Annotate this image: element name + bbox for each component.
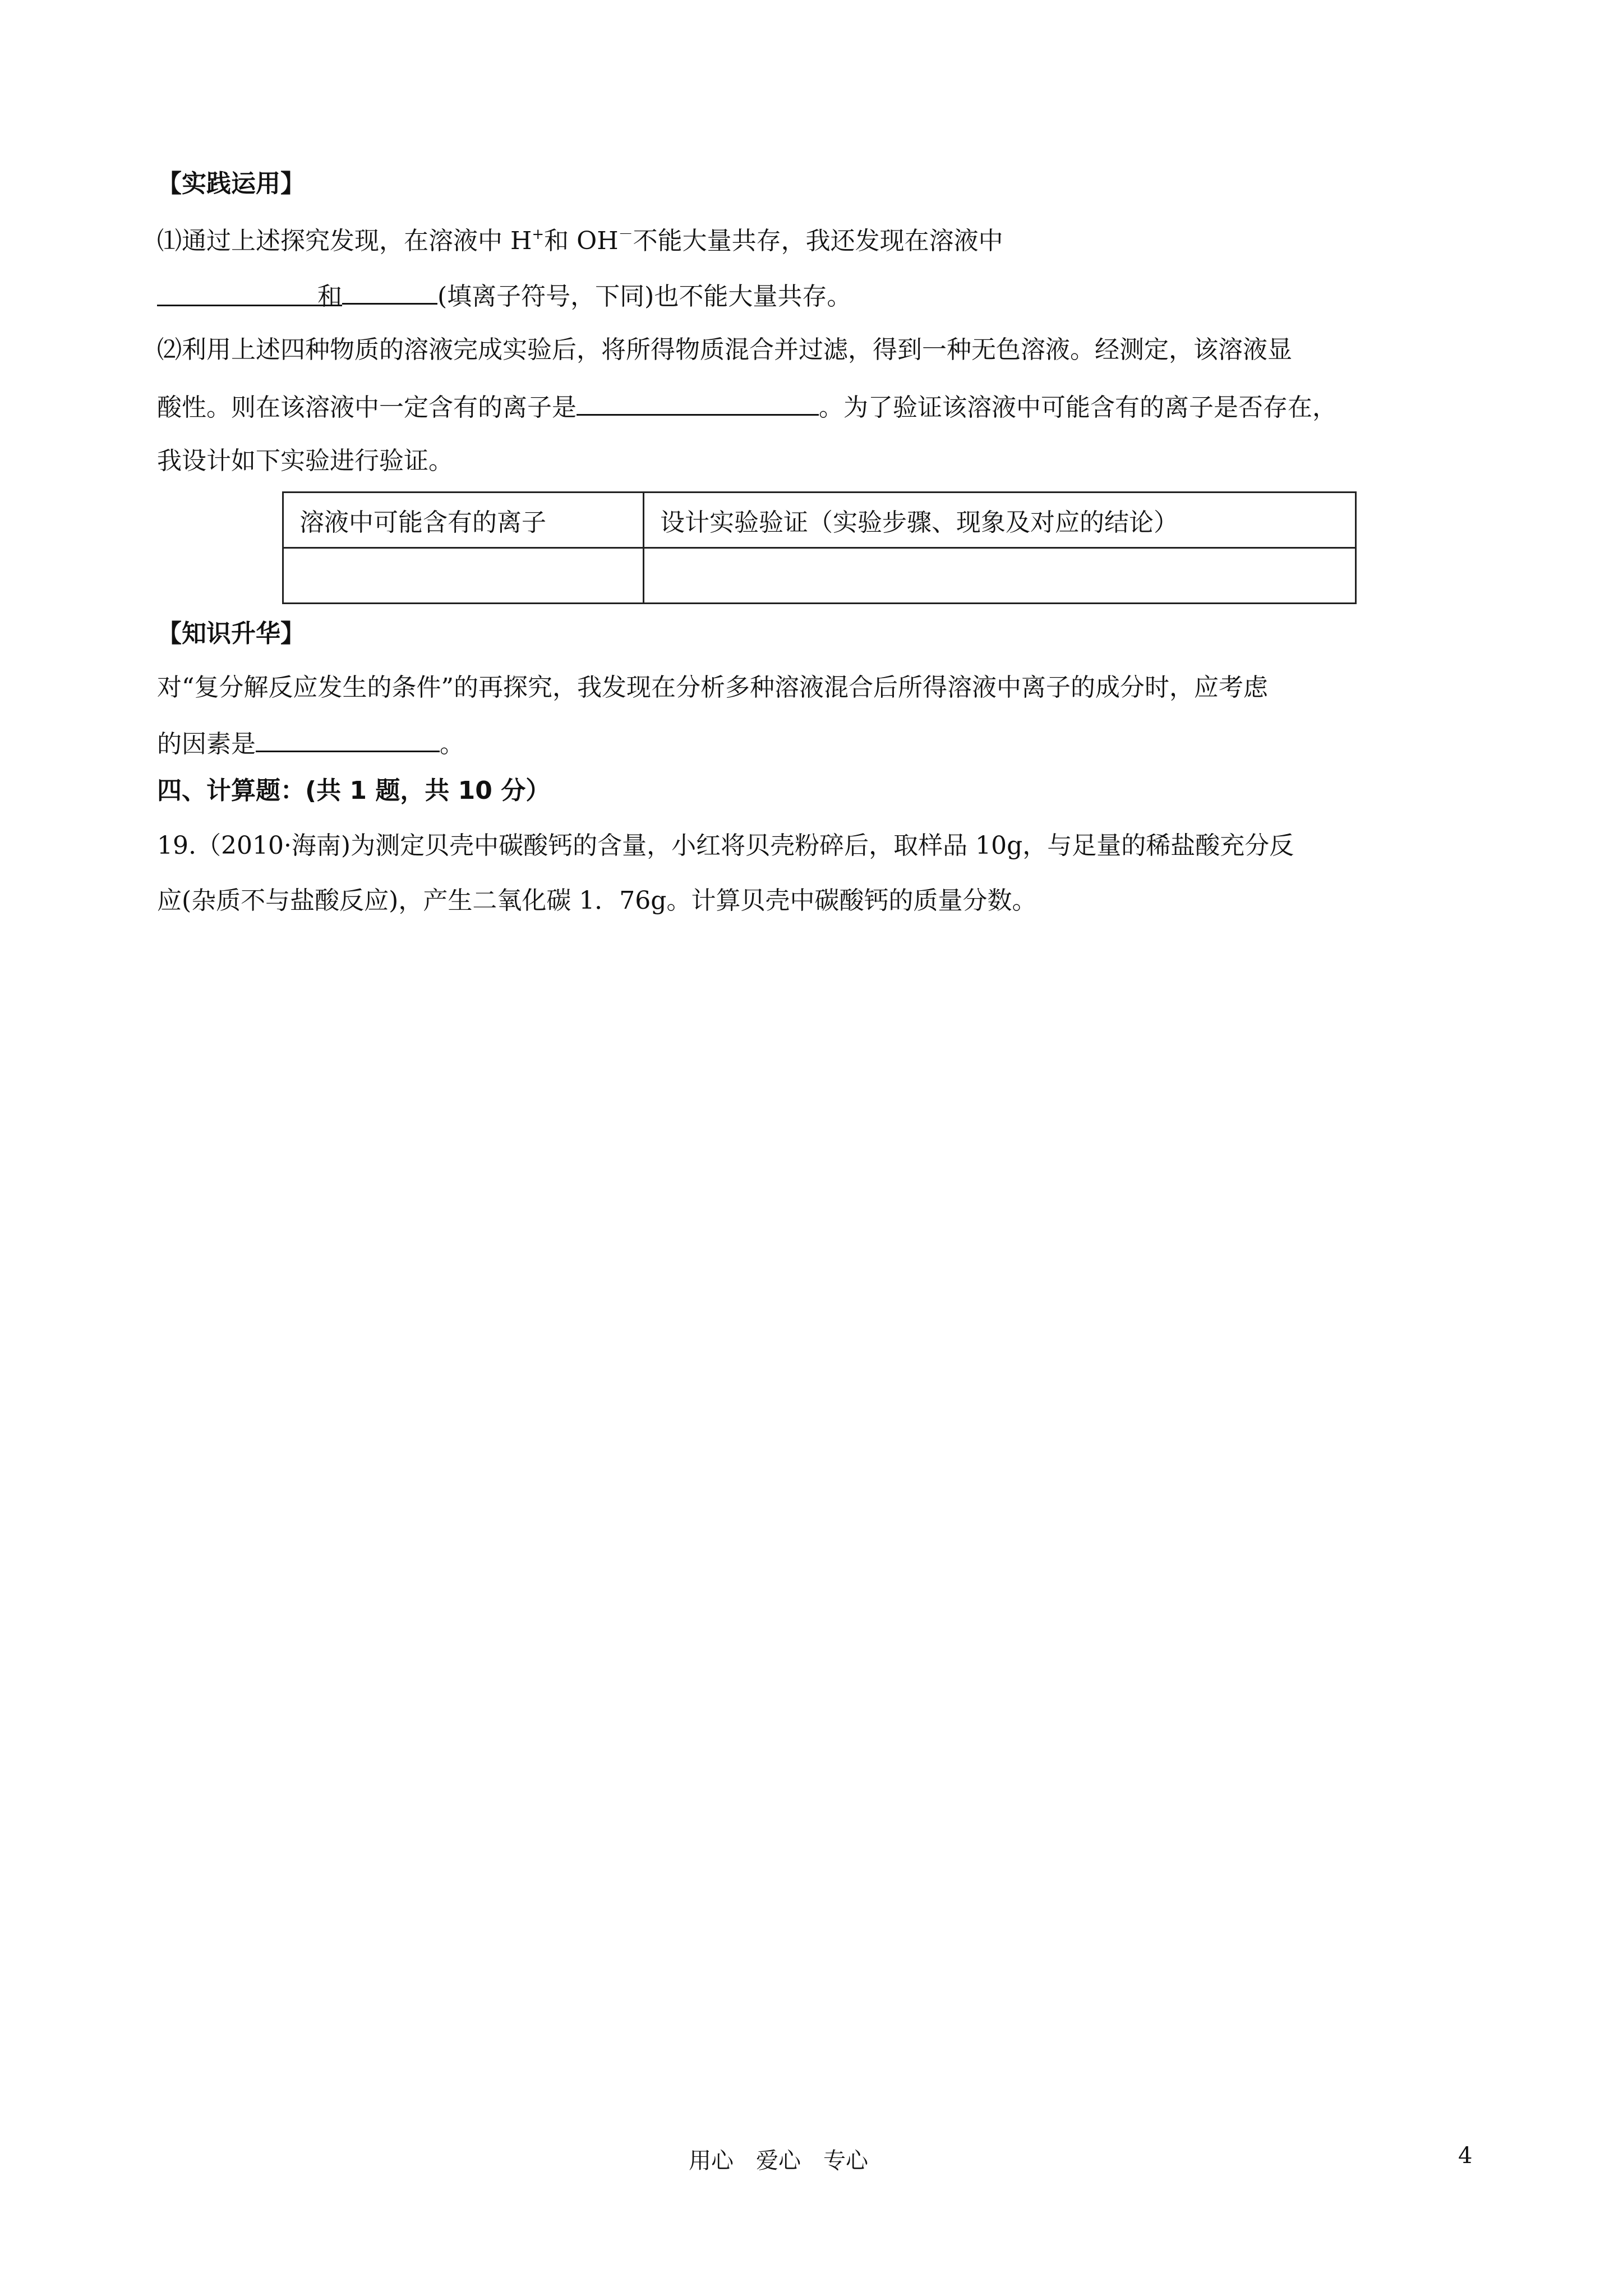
footer-motto: 用心 爱心 专心 xyxy=(689,2148,868,2174)
table-header-row xyxy=(283,493,1356,548)
section-heading-calculation: 四、计算题：(共 1 题，共 10 分） xyxy=(157,776,551,805)
question-1-line-1: ⑴通过上述探究发现，在溶液中 H+和 OH－不能大量共存，我还发现在溶液中 xyxy=(157,226,1003,255)
question-2-line-2: 酸性。则在该溶液中一定含有的离子是 。为了验证该溶液中可能含有的离子是否存在， xyxy=(157,389,1337,425)
knowledge-line-1: 对“复分解反应发生的条件”的再探究，我发现在分析多种溶液混合后所得溶液中离子的成分时，应考虑 xyxy=(157,673,1268,702)
knowledge-line-2: 的因素是 。 xyxy=(157,726,464,761)
answer-blank-ion-second xyxy=(342,278,437,305)
section-heading-knowledge: 【知识升华】 xyxy=(157,619,305,648)
answer-blank-ions-present[interactable] xyxy=(577,389,819,416)
answer-blank-ion-pair[interactable]: 和 xyxy=(157,280,342,306)
experiment-table xyxy=(282,491,1357,604)
answer-blank-factors[interactable] xyxy=(256,726,440,752)
page-number: 4 xyxy=(1458,2143,1473,2169)
table-header-experiment: 设计实验验证（实验步骤、现象及对应的结论） xyxy=(644,493,1356,548)
table-header-ions: 溶液中可能含有的离子 xyxy=(283,493,644,548)
section-heading-practice: 【实践运用】 xyxy=(157,169,305,198)
question-19-line-2: 应(杂质不与盐酸反应)，产生二氧化碳 1．76g。计算贝壳中碳酸钙的质量分数。 xyxy=(157,886,1037,915)
table-cell-ion-input[interactable] xyxy=(283,548,644,604)
question-19-line-1: 19.（2010·海南)为测定贝壳中碳酸钙的含量，小红将贝壳粉碎后，取样品 10g，与足量的稀盐酸充分反 xyxy=(157,831,1294,860)
table-row xyxy=(283,548,1356,604)
question-2-line-1: ⑵利用上述四种物质的溶液完成实验后，将所得物质混合并过滤，得到一种无色溶液。经测定，该溶液显 xyxy=(157,335,1292,364)
question-1-line-2: 和 (填离子符号，下同)也不能大量共存。 xyxy=(157,278,851,314)
question-2-line-3: 我设计如下实验进行验证。 xyxy=(157,447,453,475)
table-cell-experiment-input[interactable] xyxy=(644,548,1356,604)
